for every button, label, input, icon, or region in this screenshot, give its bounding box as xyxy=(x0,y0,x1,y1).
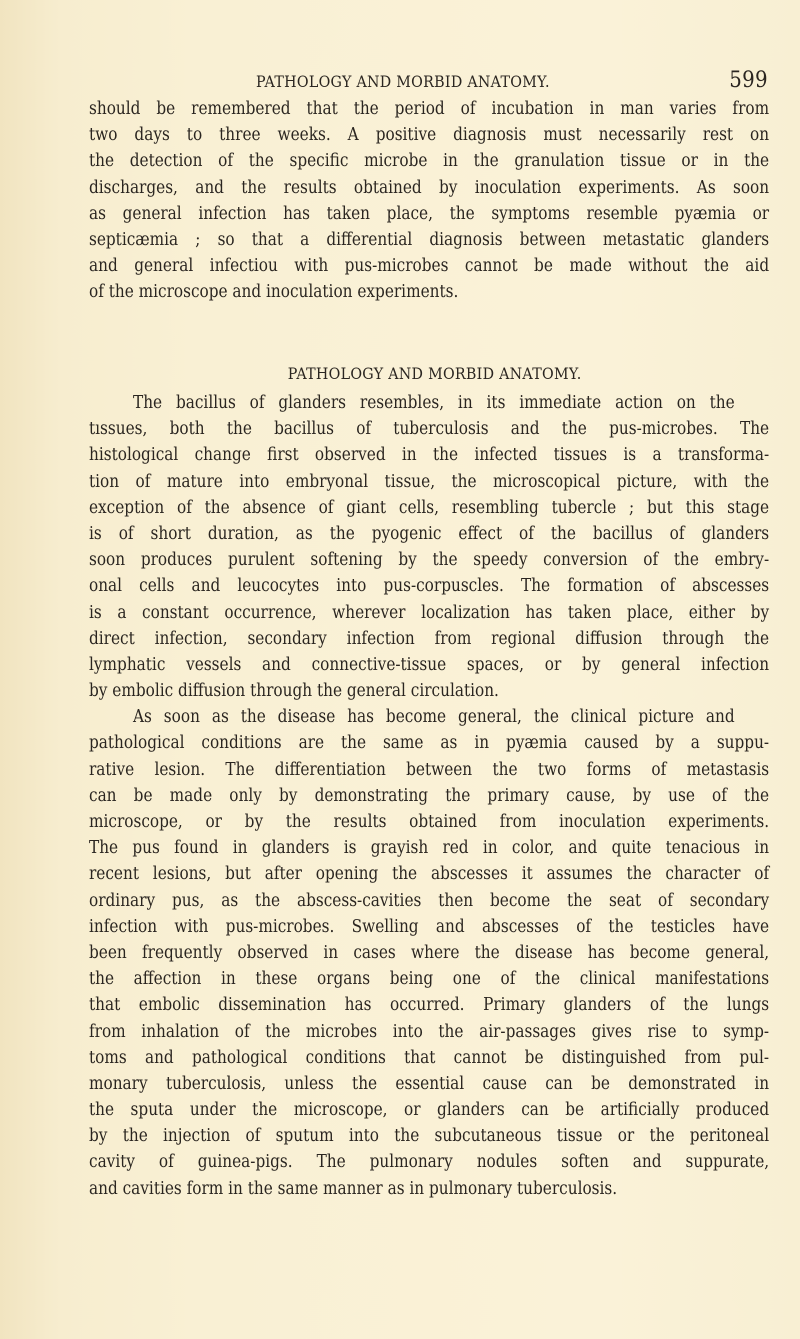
continued-paragraph xyxy=(89,96,769,306)
text-line: by the injection of sputum into the subcutaneous tissue or the peritoneal xyxy=(89,1125,770,1147)
page-number: 599 xyxy=(729,68,768,93)
text-line: exception of the absence of giant cells, resembling tubercle ; but this stage xyxy=(89,496,770,518)
text-line: soon produces purulent softening by the speedy conversion of the embry- xyxy=(89,549,770,571)
text-line: by embolic diffusion through the general circulation. xyxy=(89,680,499,702)
text-line: as general infection has taken place, the symptoms resemble pyæmia or xyxy=(89,202,770,224)
text-line: lymphatic vessels and connective-tissue spaces, or by general infection xyxy=(89,653,770,675)
running-head-title: PATHOLOGY AND MORBID ANATOMY. xyxy=(256,73,550,91)
text-line: direct infection, secondary infection from regional diffusion through the xyxy=(89,627,770,649)
text-line: rative lesion. The differentiation between the two forms of metastasis xyxy=(89,758,770,780)
running-head xyxy=(256,70,768,96)
text-line: microscope, or by the results obtained from inoculation experiments. xyxy=(89,811,770,832)
text-line: and general infectiou with pus-microbes cannot be made without the aid xyxy=(89,255,770,277)
text-line: discharges, and the results obtained by inoculation experiments. As soon xyxy=(89,176,770,198)
text-line: As soon as the disease has become general, the clinical picture and xyxy=(133,706,735,728)
text-line: that embolic dissemination has occurred. Primary glanders of the lungs xyxy=(89,994,770,1016)
section-heading: PATHOLOGY AND MORBID ANATOMY. xyxy=(288,365,582,383)
text-line: should be remembered that the period of incubation in man varies from xyxy=(89,98,770,119)
text-line: from inhalation of the microbes into the air-passages gives rise to symp- xyxy=(89,1020,770,1042)
text-line: onal cells and leucocytes into pus-corpuscles. The formation of abscesses xyxy=(89,575,770,597)
text-line: The pus found in glanders is grayish red in color, and quite tenacious in xyxy=(89,837,770,859)
text-line: tıssues, both the bacillus of tuberculosis and the pus-microbes. The xyxy=(89,418,770,440)
text-line: infection with pus-microbes. Swelling and abscesses of the testicles have xyxy=(89,915,770,937)
paragraph-1 xyxy=(89,390,769,704)
text-line: is of short duration, as the pyogenic effect of the bacillus of glanders xyxy=(89,522,770,544)
text-line: monary tuberculosis, unless the essential cause can be demonstrated in xyxy=(89,1072,770,1094)
text-line: The bacillus of glanders resembles, in its immediate action on the xyxy=(133,392,735,413)
text-line: pathological conditions are the same as in pyæmia caused by a suppu- xyxy=(89,732,770,754)
text-line: the detection of the specific microbe in the granulation tissue or in the xyxy=(89,150,770,172)
text-line: cavity of guinea-pigs. The pulmonary nodules soften and suppurate, xyxy=(89,1151,770,1173)
text-line: is a constant occurrence, wherever localization has taken place, either by xyxy=(89,601,770,623)
text-line: histological change first observed in the infected tissues is a transforma- xyxy=(89,444,770,466)
text-line: the sputa under the microscope, or glanders can be artificially produced xyxy=(89,1099,770,1121)
paragraph-2 xyxy=(89,704,769,1202)
text-line: two days to three weeks. A positive diagnosis must necessarily rest on xyxy=(89,124,770,146)
text-line: recent lesions, but after opening the abscesses it assumes the character of xyxy=(89,863,770,885)
text-line: ordinary pus, as the abscess-cavities then become the seat of secondary xyxy=(89,889,770,911)
text-line: been frequently observed in cases where the disease has become general, xyxy=(89,941,770,963)
text-line: septicæmia ; so that a differential diagnosis between metastatic glanders xyxy=(89,228,770,250)
text-line: the affection in these organs being one of the clinical manifestations xyxy=(89,968,770,990)
text-line: and cavities form in the same manner as in pulmonary tuberculosis. xyxy=(89,1177,618,1199)
text-line: can be made only by demonstrating the primary cause, by use of the xyxy=(89,784,770,806)
section-body xyxy=(89,390,769,1202)
text-line: tion of mature into embryonal tissue, the microscopical picture, with the xyxy=(89,470,770,492)
text-line: toms and pathological conditions that cannot be distinguished from pul- xyxy=(89,1046,770,1068)
text-line: of the microscope and inoculation experiments. xyxy=(89,281,459,303)
